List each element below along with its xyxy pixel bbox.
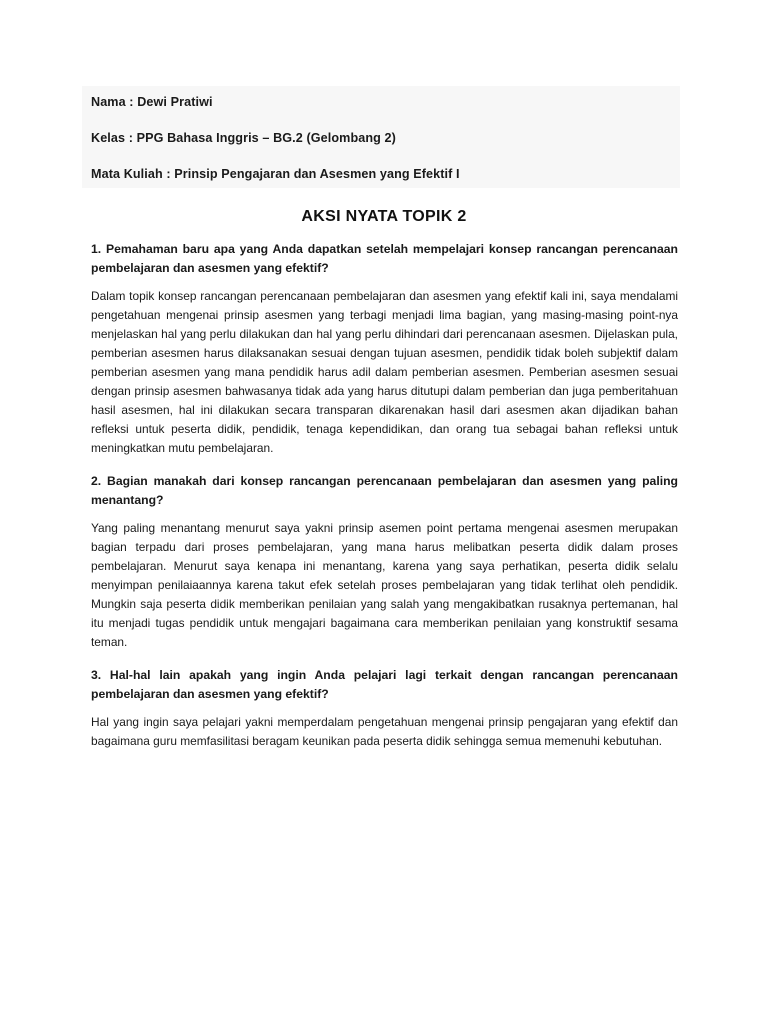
page-title: AKSI NYATA TOPIK 2 — [301, 208, 467, 225]
section-3 — [91, 666, 678, 751]
answer-1: Dalam topik konsep rancangan perencanaan pembelajaran dan asesmen yang efektif kali ini, saya mendalami pengetahuan mengenai prinsip asesmen yang terbagi menjadi lima bagian, yang masing-masing point-nya menjelaskan hal yang perlu dilakukan dan hal yang perlu dihindari dari perencanaan asesmen. Dijelaskan pula, pemberian asesmen harus dilaksanakan sesuai dengan tujuan asesmen, pendidik tidak boleh subjektif dalam pemberian asesmen yang mana pendidik harus adil dalam pemberian asesmen. Pemberian asesmen sesuai dengan prinsip asesmen bahwasanya tidak ada yang harus ditutupi dalam pemberian dan juga pemberitahuan hasil asesmen, hal ini dilakukan secara transparan dikarenakan hasil dari asesmen akan dijadikan bahan refleksi untuk peserta didik, pendidik, tenaga kependidikan, dan orang tua sebagai bahan refleksi untuk meningkatkan mutu pembelajaran. — [91, 289, 678, 455]
section-1 — [91, 240, 678, 458]
question-3: 3. Hal-hal lain apakah yang ingin Anda pelajari lagi terkait dengan rancangan perencanaan pembelajaran dan asesmen yang efektif? — [91, 668, 678, 701]
section-2 — [91, 472, 678, 652]
question-2: 2. Bagian manakah dari konsep rancangan perencanaan pembelajaran dan asesmen yang paling menantang? — [91, 474, 678, 507]
answer-2: Yang paling menantang menurut saya yakni prinsip asemen point pertama mengenai asesmen merupakan bagian terpadu dari proses pembelajaran, yang mana harus melibatkan peserta didik dalam proses pembelajaran. Menurut saya kenapa ini menantang, karena yang saya perhatikan, peserta didik selalu menyimpan penilaiaannya karena takut efek setelah proses pembelajaran yang tidak terlihat oleh pendidik. Mungkin saja peserta didik memberikan penilaian yang salah yang mengakibatkan rusaknya pertemanan, hal itu menjadi tugas pendidik untuk mengajari bagaimana cara memberikan penilaian yang konstruktif sesama teman. — [91, 521, 678, 649]
student-name: Nama : Dewi Pratiwi — [91, 95, 213, 109]
question-1: 1. Pemahaman baru apa yang Anda dapatkan setelah mempelajari konsep rancangan perencanaan pembelajaran dan asesmen yang efektif? — [91, 242, 678, 275]
document-body — [91, 240, 678, 765]
course-name: Mata Kuliah : Prinsip Pengajaran dan Asesmen yang Efektif I — [91, 167, 460, 181]
student-class: Kelas : PPG Bahasa Inggris – BG.2 (Gelombang 2) — [91, 131, 396, 145]
answer-3: Hal yang ingin saya pelajari yakni memperdalam pengetahuan mengenai prinsip pengajaran yang efektif dan bagaimana guru memfasilitasi beragam keunikan pada peserta didik sehingga semua memenuhi kebutuhan. — [91, 715, 678, 748]
